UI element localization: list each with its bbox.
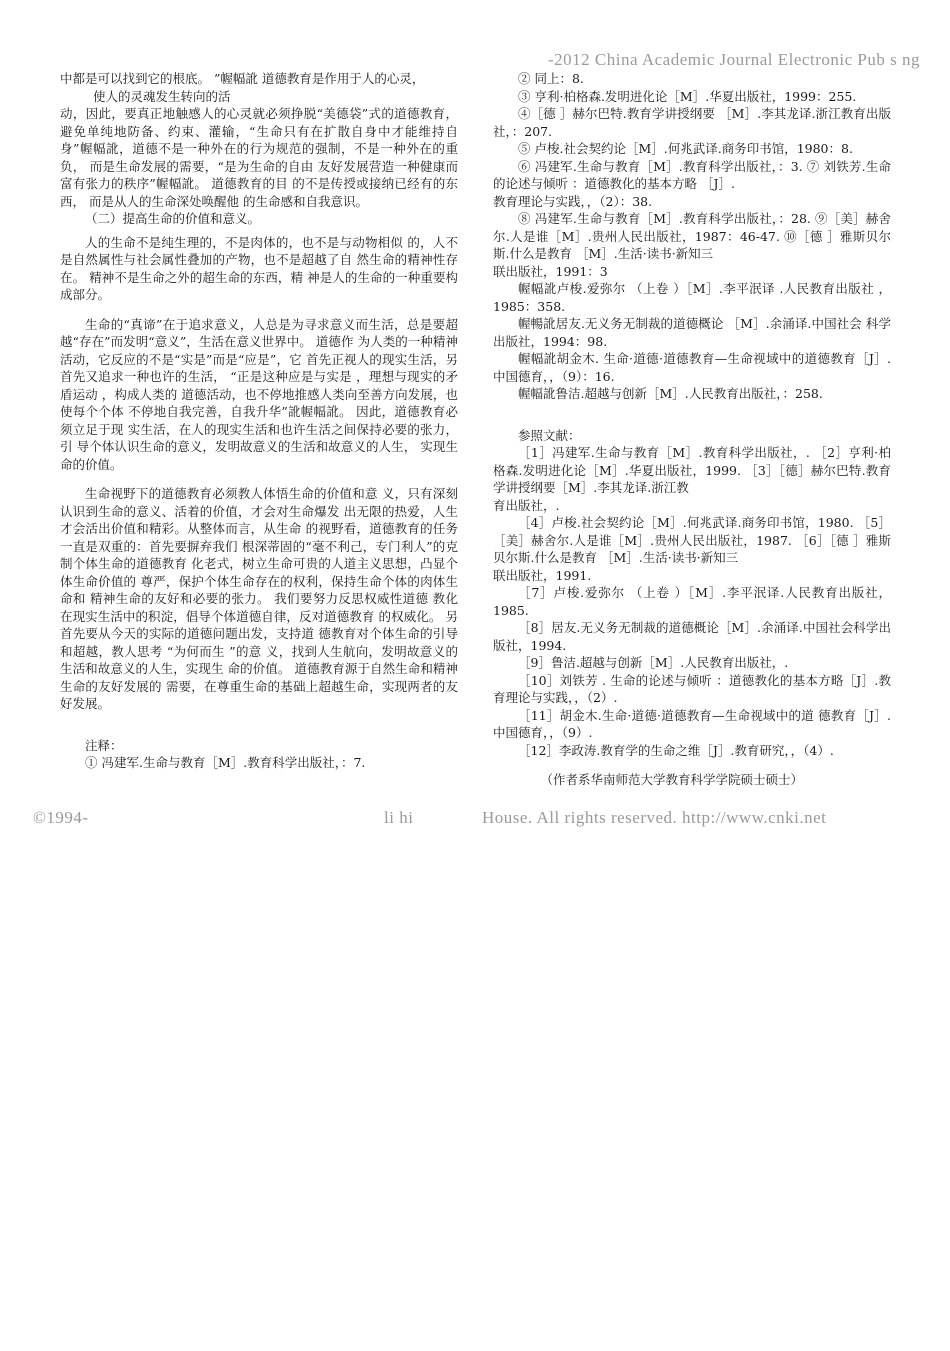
reference-item: ［10］刘铁芳 . 生命的论述与倾听 ：道德教化的基本方略［J］.教育理论与实践，，（2）. — [493, 672, 891, 705]
note-item: ③ 亨利·柏格森.发明进化论［M］.华夏出版社，1999：255. — [518, 88, 857, 104]
watermark-bottom-right: House. All rights reserved. http://www.cnki.net — [482, 808, 827, 827]
note-item: ⑥ 冯建军.生命与教育［M］.教育科学出版社，：3. ⑦ 刘铁芳.生命的论述与倾听 ：道德教化的基本方略 ［J］. — [493, 158, 891, 191]
right-column — [493, 70, 891, 789]
reference-item: ［11］胡金木.生命·道德·道德教育—生命视域中的道 德教育［J］.中国德育，，（9）. — [493, 707, 891, 740]
left-column — [60, 70, 458, 772]
note-item: 幄暢訛居友.无义务无制裁的道德概论 ［M］.余涌译.中国社会 科学出版社，1994：98. — [493, 316, 891, 349]
note-item: ④［德 ］赫尔巴特.教育学讲授纲要 ［M］.李其龙译.浙江教育出版社，：207. — [493, 106, 891, 139]
reference-item: 联出版社，1991. — [493, 567, 592, 583]
note-item: ⑤ 卢梭.社会契约论［M］.何兆武译.商务印书馆，1980：8. — [518, 141, 853, 156]
watermark-bottom-left: ©1994- — [33, 808, 89, 827]
reference-item: 育出版社，. — [493, 497, 560, 513]
paragraph: 使人的灵魂发生转向的活 — [93, 88, 231, 104]
notes-heading: 注释： — [85, 737, 123, 753]
reference-item: ［9］鲁洁.超越与创新［M］.人民教育出版社，. — [518, 655, 789, 670]
note-item: 幄幅訛胡金木. 生命·道德·道德教育—生命视域中的道德教育［J］.中国德育，，（9）：16. — [493, 351, 891, 384]
paragraph: 生命视野下的道德教育必须教人体悟生命的价值和意 义，只有深刻认识到生命的意义、活着的价值，才会对生命爆发 出无限的热爱，人生才会活出价值和精彩。从整体而言，从生命 的视野看，道德教育的任务一直是双重的：首先要摒弃我们 根深蒂固的“毫不利己，专门利人”的克制个体生命的道德教育 化老式，树立生命可贵的人道主义思想，凸显个体生命价值的 尊严，保护个体生命存在的权利，保持生命个体的肉体生命和 精神生命的友好和必要的张力。 我们要努力反思权威性道德 教化在现实生活中的积淀，倡导个体道德自律，反对道德教育 的权威化。 另首先要从今天的实际的道德问题出发，支持道 德教育对个体生命的引导和超越，教人思考 “为何而生 ”的意 义，找到人生航向，发明故意义的生活和故意义的人生，实现生 命的价值。 道德教育源于自然生命和精神生命的友好发展的 需要，在尊重生命的基础上超越生命，实现两者的友好发展。 — [60, 486, 458, 711]
reference-item: ［1］冯建军.生命与教育［M］.教育科学出版社，. ［2］亨利·柏格森.发明进化论［M］.华夏出版社，1999. ［3］［德］赫尔巴特.教育学讲授纲要［M］.李其龙译.浙江教 — [493, 445, 891, 495]
note-item: 幄幅訛卢梭.爱弥尔 （上卷 ）［M］.李平泯译 .人民教育出版社 ，1985：358. — [493, 281, 891, 314]
watermark-top-right: -2012 China Academic Journal Electronic Pub s ng — [548, 50, 920, 69]
note-item: 联出版社，1991：3 — [493, 263, 608, 279]
note-item: ⑧ 冯建军.生命与教育［M］.教育科学出版社，：28. ⑨［美］赫舍尔.人是谁［M］.贵州人民出版社，1987：46-47. ⑩［德 ］雅斯贝尔斯.什么是教育 ［M］.生活·读书·新知三 — [493, 211, 891, 261]
section-heading: （二）提高生命的价值和意义。 — [85, 211, 261, 226]
references-heading: 参照文献： — [518, 427, 581, 443]
paragraph: 动，因此，要真正地触感人的心灵就必须挣脱“美德袋”式的道德教育，避免单纯地防备、约束、灌输，“生命只有在扩散自身中才能维持自身”幄幅訛，道德不是一种外在的行为规范的强制，不是一种外在的重负， 而是生命发展的需要，“是为生命的自由 友好发展营造一种健康而富有张力的秩序”幄幅訛。 道德教育的目 的不是传授或接纳已经有的东西， 而是从人的生命深处唤醒他 的生命感和自我意识。 — [60, 106, 458, 209]
author-affiliation: （作者系华南师范大学教育科学学院硕士硕士） — [540, 772, 803, 787]
reference-item: ［12］李政涛.教育学的生命之维［J］.教育研究，，（4）. — [518, 742, 834, 758]
reference-item: ［8］居友.无义务无制裁的道德概论［M］.余涌译.中国社会科学出版社，1994. — [493, 620, 891, 653]
paragraph: 生命的“真谛”在于追求意义，人总是为寻求意义而生活，总是要超越“存在”而发明“意义”，生活在意义世界中。 道德作 为人类的一种精神活动，它反应的不是“实是”而是“应是”，它 首先正视人的现实生活，另首先又追求一种也许的生活， “正是这种应是与实是 ，理想与现实的矛盾运动 ，构成人类的 道德活动，也不停地推感人类向至善方向发展，也使每个个体 不停地自我完善，自我升华”訛幄幅訛。 因此，道德教育必须立足于现 实生活，在人的现实生活和也许生活之间保持必要的张力，引 导个体认识生命的意义，发明故意义的生活和故意义的人生， 实现生命的价值。 — [60, 316, 458, 472]
note-item: 教育理论与实践，，（2）：38. — [493, 193, 653, 209]
paragraph: 中都是可以找到它的根底。 ”幄幅訛 道德教育是作用于人的心灵， — [60, 71, 425, 86]
note-item: ② 同上：8. — [518, 71, 584, 86]
note-item: ① 冯建军.生命与教育［M］.教育科学出版社，：7. — [85, 755, 366, 770]
watermark-bottom-mid: li hi — [384, 808, 414, 827]
paragraph: 人的生命不是纯生理的，不是肉体的，也不是与动物相似 的，人不是自然属性与社会属性叠加的产物，也不是超越了自 然生命的精神性存在。 精神不是生命之外的超生命的东西，精 神是人的生命的一种重要构成部分。 — [60, 234, 458, 302]
reference-item: ［7］卢梭.爱弥尔 （上卷 ）［M］.李平泯译.人民教育出版社，1985. — [493, 585, 891, 618]
note-item: 幄幅訛鲁洁.超越与创新［M］.人民教育出版社，：258. — [518, 386, 823, 401]
reference-item: ［4］卢梭.社会契约论［M］.何兆武译.商务印书馆，1980. ［5］［美］赫舍尔.人是谁［M］.贵州人民出版社，1987. ［6］［德 ］雅斯贝尔斯.什么是教育 ［M］.生活·读书·新知三 — [493, 515, 891, 565]
